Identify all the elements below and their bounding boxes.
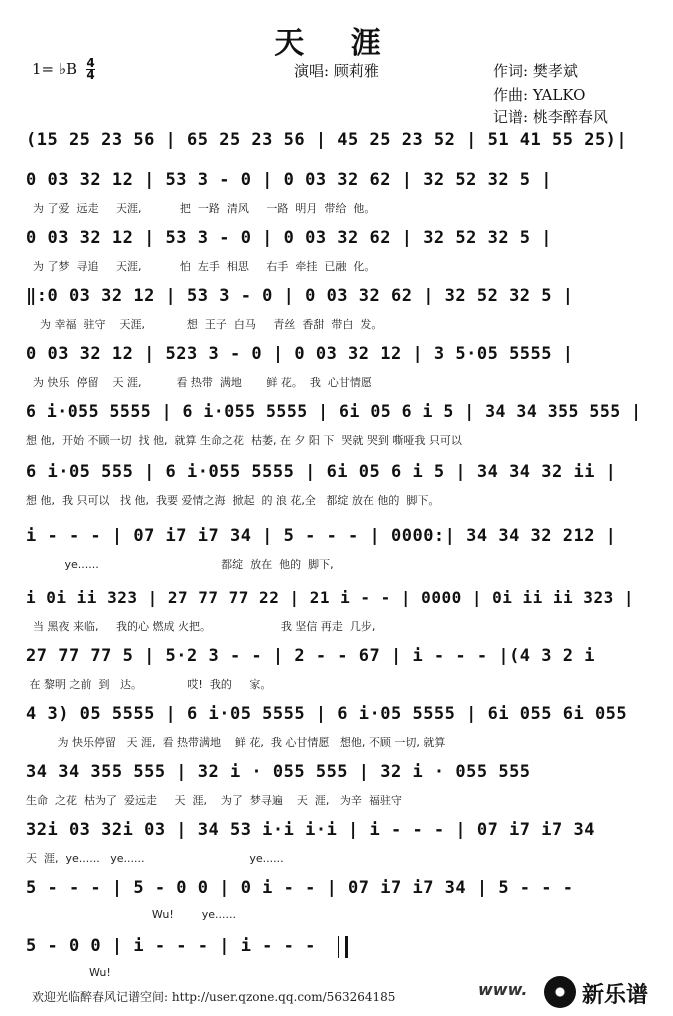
time-top: 4: [86, 56, 95, 70]
time-bottom: 4: [86, 68, 95, 82]
key-signature: 1= ♭B: [32, 60, 77, 78]
score-row: [26, 588, 646, 652]
score-row: [26, 344, 646, 408]
song-title: 天 涯: [274, 26, 399, 61]
notes-line: i 0i ii 323 | 27 77 77 22 | 21 i - - | 0000 | 0i ii ii 323 |: [26, 588, 634, 607]
lyrics-line: 为 了梦 寻追 天涯, 怕 左手 相思 右手 牵挂 已融 化。: [26, 260, 376, 273]
notes-line: 34 34 355 555 | 32 i · 055 555 | 32 i · 055 555: [26, 762, 531, 782]
time-signature: [86, 58, 95, 81]
notes-line: 0 03 32 12 | 523 3 - 0 | 0 03 32 12 | 3 5·05 5555 |: [26, 344, 574, 364]
lyrics-line: 想 他, 我 只可以 找 他, 我要 爱情之海 掀起 的 浪 花,全 都绽 放在 他的 脚下。: [26, 494, 440, 507]
lyrics-line: 为 了爱 远走 天涯, 把 一路 清风 一路 明月 带给 他。: [26, 202, 376, 215]
lyrics-line: 为 幸福 驻守 天涯, 想 王子 白马 青丝 香甜 带白 发。: [26, 318, 383, 331]
notes-line: 6 i·055 5555 | 6 i·055 5555 | 6i 05 6 i 5 | 34 34 355 555 |: [26, 402, 642, 421]
score-row: [26, 646, 646, 710]
score-row: [26, 286, 646, 350]
score-row: [26, 878, 646, 942]
notes-line: (15 25 23 56 | 65 25 23 56 | 45 25 23 52 | 51 41 55 25)|: [26, 130, 628, 150]
score-row: [26, 402, 646, 466]
score-row: [26, 228, 646, 292]
lyrics-line: 为 快乐停留 天 涯, 看 热带满地 鲜 花, 我 心甘情愿 想他, 不顾 一切, 就算: [26, 736, 446, 749]
score-row: [26, 820, 646, 884]
notes-line: 0 03 32 12 | 53 3 - 0 | 0 03 32 62 | 32 52 32 5 |: [26, 228, 553, 248]
score-row: [26, 526, 646, 590]
lyrics-line: 为 快乐 停留 天 涯, 看 热带 满地 鲜 花。 我 心甘情愿: [26, 376, 372, 389]
watermark: www.: [478, 980, 528, 999]
score-row: [26, 170, 646, 234]
lyrics-line: 在 黎明 之前 到 达。 哎! 我的 家。: [26, 678, 272, 691]
lyrics-line: 想 他, 开始 不顾一切 找 他, 就算 生命之花 枯萎, 在 夕 阳 下 哭就 哭到 嘶哑我 只可以: [26, 434, 462, 447]
composer-credit: 作曲: YALKO: [493, 86, 586, 104]
score-row: [26, 704, 646, 768]
footer-text: 欢迎光临醉春风记谱空间: http://user.qzone.qq.com/563264185: [32, 990, 396, 1004]
notes-line: 4 3) 05 5555 | 6 i·05 5555 | 6 i·05 5555 | 6i 055 6i 055: [26, 704, 628, 724]
lyrics-line: 生命 之花 枯为了 爱远走 天 涯, 为了 梦寻遍 天 涯, 为辛 福驻守: [26, 794, 402, 807]
notes-line: 32i 03 32i 03 | 34 53 i·i i·i | i - - - | 07 i7 i7 34: [26, 820, 595, 840]
logo-text: 新乐谱: [582, 983, 649, 1008]
singer-credit: 演唱: 顾莉雅: [294, 62, 379, 80]
lyrics-line: Wu!: [26, 966, 111, 979]
notes-line: 27 77 77 5 | 5·2 3 - - | 2 - - 67 | i - - - |(4 3 2 i: [26, 646, 595, 666]
lyrics-line: Wu! ye......: [26, 908, 236, 921]
notes-line: ‖:0 03 32 12 | 53 3 - 0 | 0 03 32 62 | 32 52 32 5 |: [26, 286, 574, 306]
lyrics-line: 当 黑夜 来临, 我的心 燃成 火把。 我 坚信 再走 几步,: [26, 620, 376, 633]
transcriber-credit: 记谱: 桃李醉春风: [493, 108, 608, 126]
notes-line: 5 - 0 0 | i - - - | i - - -: [26, 936, 316, 956]
notes-line: 6 i·05 555 | 6 i·055 5555 | 6i 05 6 i 5 | 34 34 32 ii |: [26, 462, 617, 482]
lyrics-line: ye...... 都绽 放在 他的 脚下,: [26, 558, 334, 571]
lyricist-credit: 作词: 樊孝斌: [493, 62, 578, 80]
final-barline: [338, 936, 348, 958]
notes-line: i - - - | 07 i7 i7 34 | 5 - - - | 0000:| 34 34 32 212 |: [26, 526, 617, 546]
notes-line: 5 - - - | 5 - 0 0 | 0 i - - | 07 i7 i7 34 | 5 - - -: [26, 878, 574, 898]
score-row: [26, 462, 646, 526]
notes-line: 0 03 32 12 | 53 3 - 0 | 0 03 32 62 | 32 52 32 5 |: [26, 170, 553, 190]
lyrics-line: 天 涯, ye...... ye...... ye......: [26, 852, 284, 865]
score-row: [26, 762, 646, 826]
site-logo: [544, 974, 666, 1010]
record-disc-icon: [544, 976, 576, 1008]
